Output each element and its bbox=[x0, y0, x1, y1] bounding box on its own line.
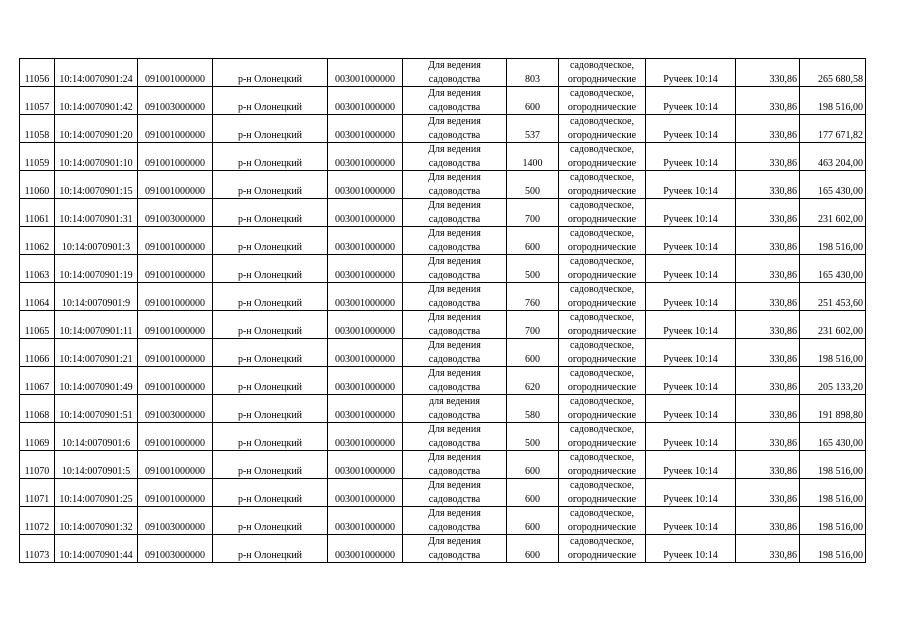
land-purpose-line-2: садоводства bbox=[428, 185, 481, 197]
okato-code-cell: 003001000000 bbox=[328, 143, 403, 171]
specific-value-cell: 330,86 bbox=[736, 283, 800, 311]
district-cell: р-н Олонецкий bbox=[213, 227, 328, 255]
area-cell: 580 bbox=[507, 395, 559, 423]
valuation-zone-cell: Ручеек 10:14 bbox=[646, 171, 736, 199]
land-use-cell bbox=[559, 395, 646, 423]
land-purpose-line-1: Для ведения bbox=[428, 200, 481, 211]
oktmo-code-cell: 091003000000 bbox=[138, 535, 213, 563]
okato-code-cell: 003001000000 bbox=[328, 479, 403, 507]
row-number-cell: 11063 bbox=[20, 255, 55, 283]
land-purpose-line-1: Для ведения bbox=[428, 312, 481, 323]
land-purpose-line-2: садоводства bbox=[428, 521, 481, 533]
district-cell: р-н Олонецкий bbox=[213, 339, 328, 367]
land-use-cell bbox=[559, 87, 646, 115]
land-purpose-line-1: для ведения bbox=[429, 396, 480, 407]
row-number-cell: 11069 bbox=[20, 423, 55, 451]
specific-value-cell: 330,86 bbox=[736, 479, 800, 507]
oktmo-code-cell: 091001000000 bbox=[138, 283, 213, 311]
okato-code-cell: 003001000000 bbox=[328, 451, 403, 479]
valuation-zone-cell: Ручеек 10:14 bbox=[646, 367, 736, 395]
land-use-cell bbox=[559, 199, 646, 227]
table-row bbox=[20, 451, 866, 479]
land-use-line-2: огороднические bbox=[567, 381, 637, 393]
land-purpose-cell bbox=[403, 255, 507, 283]
district-cell: р-н Олонецкий bbox=[213, 311, 328, 339]
specific-value-cell: 330,86 bbox=[736, 87, 800, 115]
area-cell: 1400 bbox=[507, 143, 559, 171]
district-cell: р-н Олонецкий bbox=[213, 451, 328, 479]
cadastral-value-cell: 198 516,00 bbox=[800, 227, 866, 255]
land-purpose-line-1: Для ведения bbox=[428, 256, 481, 267]
cadastral-value-cell: 191 898,80 bbox=[800, 395, 866, 423]
row-number-cell: 11058 bbox=[20, 115, 55, 143]
land-purpose-line-2: садоводства bbox=[428, 381, 481, 393]
land-purpose-line-1: Для ведения bbox=[428, 536, 481, 547]
table-row bbox=[20, 87, 866, 115]
cadastral-number-cell: 10:14:0070901:3 bbox=[55, 227, 138, 255]
land-use-line-1: садоводческое, bbox=[569, 340, 635, 351]
okato-code-cell: 003001000000 bbox=[328, 367, 403, 395]
specific-value-cell: 330,86 bbox=[736, 367, 800, 395]
area-cell: 700 bbox=[507, 199, 559, 227]
land-use-line-1: садоводческое, bbox=[569, 228, 635, 239]
oktmo-code-cell: 091003000000 bbox=[138, 507, 213, 535]
area-cell: 600 bbox=[507, 339, 559, 367]
area-cell: 500 bbox=[507, 423, 559, 451]
valuation-zone-cell: Ручеек 10:14 bbox=[646, 59, 736, 87]
row-number-cell: 11067 bbox=[20, 367, 55, 395]
land-purpose-line-1: Для ведения bbox=[428, 340, 481, 351]
land-purpose-line-2: садоводства bbox=[428, 129, 481, 141]
district-cell: р-н Олонецкий bbox=[213, 479, 328, 507]
cadastral-value-cell: 165 430,00 bbox=[800, 255, 866, 283]
cadastral-number-cell: 10:14:0070901:5 bbox=[55, 451, 138, 479]
oktmo-code-cell: 091001000000 bbox=[138, 171, 213, 199]
row-number-cell: 11057 bbox=[20, 87, 55, 115]
cadastral-number-cell: 10:14:0070901:11 bbox=[55, 311, 138, 339]
cadastral-number-cell: 10:14:0070901:44 bbox=[55, 535, 138, 563]
land-use-line-1: садоводческое, bbox=[569, 452, 635, 463]
valuation-zone-cell: Ручеек 10:14 bbox=[646, 255, 736, 283]
land-purpose-cell bbox=[403, 227, 507, 255]
land-purpose-cell bbox=[403, 507, 507, 535]
area-cell: 600 bbox=[507, 227, 559, 255]
land-use-line-1: садоводческое, bbox=[569, 172, 635, 183]
land-purpose-line-2: садоводства bbox=[428, 549, 481, 561]
land-use-line-1: садоводческое, bbox=[569, 88, 635, 99]
row-number-cell: 11070 bbox=[20, 451, 55, 479]
land-purpose-cell bbox=[403, 535, 507, 563]
area-cell: 803 bbox=[507, 59, 559, 87]
valuation-zone-cell: Ручеек 10:14 bbox=[646, 451, 736, 479]
land-use-line-1: садоводческое, bbox=[569, 508, 635, 519]
land-use-cell bbox=[559, 59, 646, 87]
land-use-line-1: садоводческое, bbox=[569, 536, 635, 547]
valuation-zone-cell: Ручеек 10:14 bbox=[646, 395, 736, 423]
table-row bbox=[20, 255, 866, 283]
okato-code-cell: 003001000000 bbox=[328, 339, 403, 367]
land-purpose-cell bbox=[403, 87, 507, 115]
cadastral-number-cell: 10:14:0070901:20 bbox=[55, 115, 138, 143]
okato-code-cell: 003001000000 bbox=[328, 227, 403, 255]
land-use-line-2: огороднические bbox=[567, 213, 637, 225]
oktmo-code-cell: 091001000000 bbox=[138, 115, 213, 143]
land-use-line-2: огороднические bbox=[567, 73, 637, 85]
district-cell: р-н Олонецкий bbox=[213, 199, 328, 227]
cadastral-value-cell: 198 516,00 bbox=[800, 87, 866, 115]
oktmo-code-cell: 091001000000 bbox=[138, 479, 213, 507]
land-use-cell bbox=[559, 283, 646, 311]
cadastral-number-cell: 10:14:0070901:21 bbox=[55, 339, 138, 367]
valuation-zone-cell: Ручеек 10:14 bbox=[646, 143, 736, 171]
land-use-line-2: огороднические bbox=[567, 101, 637, 113]
row-number-cell: 11060 bbox=[20, 171, 55, 199]
area-cell: 600 bbox=[507, 479, 559, 507]
specific-value-cell: 330,86 bbox=[736, 115, 800, 143]
land-use-line-1: садоводческое, bbox=[569, 312, 635, 323]
land-use-line-2: огороднические bbox=[567, 493, 637, 505]
area-cell: 620 bbox=[507, 367, 559, 395]
district-cell: р-н Олонецкий bbox=[213, 283, 328, 311]
cadastral-value-cell: 177 671,82 bbox=[800, 115, 866, 143]
land-use-line-2: огороднические bbox=[567, 269, 637, 281]
district-cell: р-н Олонецкий bbox=[213, 59, 328, 87]
area-cell: 500 bbox=[507, 171, 559, 199]
land-use-line-2: огороднические bbox=[567, 325, 637, 337]
specific-value-cell: 330,86 bbox=[736, 255, 800, 283]
district-cell: р-н Олонецкий bbox=[213, 507, 328, 535]
table-row bbox=[20, 423, 866, 451]
land-use-cell bbox=[559, 339, 646, 367]
table-row bbox=[20, 339, 866, 367]
district-cell: р-н Олонецкий bbox=[213, 115, 328, 143]
table-row bbox=[20, 395, 866, 423]
land-use-line-1: садоводческое, bbox=[569, 256, 635, 267]
valuation-zone-cell: Ручеек 10:14 bbox=[646, 507, 736, 535]
oktmo-code-cell: 091001000000 bbox=[138, 255, 213, 283]
land-purpose-line-1: Для ведения bbox=[428, 424, 481, 435]
district-cell: р-н Олонецкий bbox=[213, 87, 328, 115]
land-purpose-cell bbox=[403, 115, 507, 143]
specific-value-cell: 330,86 bbox=[736, 423, 800, 451]
land-purpose-line-1: Для ведения bbox=[428, 116, 481, 127]
specific-value-cell: 330,86 bbox=[736, 395, 800, 423]
land-use-cell bbox=[559, 115, 646, 143]
okato-code-cell: 003001000000 bbox=[328, 87, 403, 115]
land-purpose-line-1: Для ведения bbox=[428, 228, 481, 239]
table-row bbox=[20, 479, 866, 507]
okato-code-cell: 003001000000 bbox=[328, 507, 403, 535]
table-body bbox=[20, 59, 866, 563]
land-purpose-cell bbox=[403, 143, 507, 171]
area-cell: 600 bbox=[507, 451, 559, 479]
table-row bbox=[20, 199, 866, 227]
land-purpose-line-2: садоводства bbox=[428, 241, 481, 253]
land-use-cell bbox=[559, 367, 646, 395]
land-use-cell bbox=[559, 451, 646, 479]
oktmo-code-cell: 091001000000 bbox=[138, 367, 213, 395]
land-purpose-line-2: садоводства bbox=[428, 465, 481, 477]
cadastral-number-cell: 10:14:0070901:19 bbox=[55, 255, 138, 283]
land-purpose-line-2: садоводства bbox=[428, 73, 481, 85]
land-use-line-1: садоводческое, bbox=[569, 396, 635, 407]
table-row bbox=[20, 535, 866, 563]
land-use-cell bbox=[559, 535, 646, 563]
land-use-cell bbox=[559, 143, 646, 171]
district-cell: р-н Олонецкий bbox=[213, 395, 328, 423]
specific-value-cell: 330,86 bbox=[736, 171, 800, 199]
cadastral-number-cell: 10:14:0070901:49 bbox=[55, 367, 138, 395]
cadastral-value-cell: 231 602,00 bbox=[800, 311, 866, 339]
oktmo-code-cell: 091001000000 bbox=[138, 227, 213, 255]
land-use-line-1: садоводческое, bbox=[569, 116, 635, 127]
valuation-zone-cell: Ручеек 10:14 bbox=[646, 423, 736, 451]
cadastral-value-cell: 205 133,20 bbox=[800, 367, 866, 395]
cadastral-number-cell: 10:14:0070901:6 bbox=[55, 423, 138, 451]
specific-value-cell: 330,86 bbox=[736, 339, 800, 367]
land-use-cell bbox=[559, 171, 646, 199]
area-cell: 600 bbox=[507, 87, 559, 115]
okato-code-cell: 003001000000 bbox=[328, 199, 403, 227]
cadastral-number-cell: 10:14:0070901:32 bbox=[55, 507, 138, 535]
specific-value-cell: 330,86 bbox=[736, 143, 800, 171]
table-row bbox=[20, 283, 866, 311]
land-use-line-2: огороднические bbox=[567, 437, 637, 449]
oktmo-code-cell: 091001000000 bbox=[138, 451, 213, 479]
valuation-zone-cell: Ручеек 10:14 bbox=[646, 311, 736, 339]
okato-code-cell: 003001000000 bbox=[328, 255, 403, 283]
row-number-cell: 11061 bbox=[20, 199, 55, 227]
land-use-line-2: огороднические bbox=[567, 129, 637, 141]
land-use-line-2: огороднические bbox=[567, 185, 637, 197]
valuation-zone-cell: Ручеек 10:14 bbox=[646, 115, 736, 143]
district-cell: р-н Олонецкий bbox=[213, 255, 328, 283]
land-purpose-line-2: садоводства bbox=[428, 101, 481, 113]
land-purpose-line-2: садоводства bbox=[428, 353, 481, 365]
table-row bbox=[20, 143, 866, 171]
row-number-cell: 11073 bbox=[20, 535, 55, 563]
land-use-cell bbox=[559, 423, 646, 451]
district-cell: р-н Олонецкий bbox=[213, 171, 328, 199]
cadastral-number-cell: 10:14:0070901:15 bbox=[55, 171, 138, 199]
land-purpose-line-1: Для ведения bbox=[428, 284, 481, 295]
oktmo-code-cell: 091001000000 bbox=[138, 143, 213, 171]
land-purpose-cell bbox=[403, 171, 507, 199]
oktmo-code-cell: 091001000000 bbox=[138, 339, 213, 367]
land-purpose-cell bbox=[403, 59, 507, 87]
land-purpose-cell bbox=[403, 479, 507, 507]
area-cell: 600 bbox=[507, 535, 559, 563]
land-purpose-cell bbox=[403, 199, 507, 227]
okato-code-cell: 003001000000 bbox=[328, 535, 403, 563]
land-purpose-line-2: садоводства bbox=[428, 493, 481, 505]
table-row bbox=[20, 227, 866, 255]
land-use-cell bbox=[559, 479, 646, 507]
district-cell: р-н Олонецкий bbox=[213, 423, 328, 451]
area-cell: 600 bbox=[507, 507, 559, 535]
land-purpose-line-1: Для ведения bbox=[428, 144, 481, 155]
land-purpose-line-2: садоводства bbox=[428, 157, 481, 169]
okato-code-cell: 003001000000 bbox=[328, 311, 403, 339]
table-row bbox=[20, 59, 866, 87]
area-cell: 537 bbox=[507, 115, 559, 143]
oktmo-code-cell: 091001000000 bbox=[138, 423, 213, 451]
land-purpose-cell bbox=[403, 395, 507, 423]
land-purpose-cell bbox=[403, 451, 507, 479]
district-cell: р-н Олонецкий bbox=[213, 367, 328, 395]
land-purpose-line-2: садоводства bbox=[428, 297, 481, 309]
land-use-line-2: огороднические bbox=[567, 549, 637, 561]
row-number-cell: 11068 bbox=[20, 395, 55, 423]
land-purpose-cell bbox=[403, 339, 507, 367]
row-number-cell: 11065 bbox=[20, 311, 55, 339]
land-use-line-1: садоводческое, bbox=[569, 60, 635, 71]
valuation-zone-cell: Ручеек 10:14 bbox=[646, 227, 736, 255]
valuation-zone-cell: Ручеек 10:14 bbox=[646, 283, 736, 311]
land-use-line-2: огороднические bbox=[567, 157, 637, 169]
land-use-cell bbox=[559, 507, 646, 535]
oktmo-code-cell: 091003000000 bbox=[138, 395, 213, 423]
cadastral-value-cell: 463 204,00 bbox=[800, 143, 866, 171]
table-row bbox=[20, 367, 866, 395]
table-row bbox=[20, 311, 866, 339]
district-cell: р-н Олонецкий bbox=[213, 535, 328, 563]
cadastral-number-cell: 10:14:0070901:31 bbox=[55, 199, 138, 227]
land-purpose-line-1: Для ведения bbox=[428, 88, 481, 99]
row-number-cell: 11072 bbox=[20, 507, 55, 535]
row-number-cell: 11066 bbox=[20, 339, 55, 367]
land-purpose-cell bbox=[403, 311, 507, 339]
land-use-line-1: садоводческое, bbox=[569, 480, 635, 491]
oktmo-code-cell: 091001000000 bbox=[138, 59, 213, 87]
land-purpose-line-2: садоводства bbox=[428, 213, 481, 225]
specific-value-cell: 330,86 bbox=[736, 507, 800, 535]
valuation-zone-cell: Ручеек 10:14 bbox=[646, 535, 736, 563]
table-row bbox=[20, 507, 866, 535]
area-cell: 760 bbox=[507, 283, 559, 311]
valuation-zone-cell: Ручеек 10:14 bbox=[646, 87, 736, 115]
land-purpose-line-1: Для ведения bbox=[428, 368, 481, 379]
okato-code-cell: 003001000000 bbox=[328, 423, 403, 451]
cadastral-value-cell: 198 516,00 bbox=[800, 451, 866, 479]
specific-value-cell: 330,86 bbox=[736, 227, 800, 255]
land-purpose-line-1: Для ведения bbox=[428, 60, 481, 71]
oktmo-code-cell: 091003000000 bbox=[138, 87, 213, 115]
cadastral-value-cell: 165 430,00 bbox=[800, 171, 866, 199]
land-use-line-1: садоводческое, bbox=[569, 144, 635, 155]
okato-code-cell: 003001000000 bbox=[328, 283, 403, 311]
cadastral-number-cell: 10:14:0070901:9 bbox=[55, 283, 138, 311]
cadastral-value-cell: 231 602,00 bbox=[800, 199, 866, 227]
cadastral-value-cell: 198 516,00 bbox=[800, 507, 866, 535]
land-purpose-line-2: садоводства bbox=[428, 409, 481, 421]
okato-code-cell: 003001000000 bbox=[328, 171, 403, 199]
land-use-cell bbox=[559, 255, 646, 283]
cadastral-value-cell: 251 453,60 bbox=[800, 283, 866, 311]
cadastral-value-cell: 198 516,00 bbox=[800, 535, 866, 563]
land-use-line-2: огороднические bbox=[567, 297, 637, 309]
cadastral-value-cell: 198 516,00 bbox=[800, 479, 866, 507]
valuation-zone-cell: Ручеек 10:14 bbox=[646, 199, 736, 227]
land-purpose-line-2: садоводства bbox=[428, 325, 481, 337]
row-number-cell: 11064 bbox=[20, 283, 55, 311]
cadastral-number-cell: 10:14:0070901:42 bbox=[55, 87, 138, 115]
okato-code-cell: 003001000000 bbox=[328, 395, 403, 423]
row-number-cell: 11059 bbox=[20, 143, 55, 171]
land-use-cell bbox=[559, 311, 646, 339]
land-purpose-line-2: садоводства bbox=[428, 437, 481, 449]
row-number-cell: 11062 bbox=[20, 227, 55, 255]
area-cell: 700 bbox=[507, 311, 559, 339]
okato-code-cell: 003001000000 bbox=[328, 115, 403, 143]
land-purpose-cell bbox=[403, 283, 507, 311]
land-purpose-cell bbox=[403, 423, 507, 451]
valuation-zone-cell: Ручеек 10:14 bbox=[646, 479, 736, 507]
oktmo-code-cell: 091001000000 bbox=[138, 311, 213, 339]
land-use-line-2: огороднические bbox=[567, 521, 637, 533]
cadastral-number-cell: 10:14:0070901:51 bbox=[55, 395, 138, 423]
cadastral-number-cell: 10:14:0070901:25 bbox=[55, 479, 138, 507]
land-use-line-2: огороднические bbox=[567, 353, 637, 365]
table-row bbox=[20, 171, 866, 199]
cadastral-value-cell: 165 430,00 bbox=[800, 423, 866, 451]
row-number-cell: 11071 bbox=[20, 479, 55, 507]
specific-value-cell: 330,86 bbox=[736, 199, 800, 227]
land-use-cell bbox=[559, 227, 646, 255]
cadastral-value-cell: 265 680,58 bbox=[800, 59, 866, 87]
oktmo-code-cell: 091003000000 bbox=[138, 199, 213, 227]
area-cell: 500 bbox=[507, 255, 559, 283]
land-use-line-1: садоводческое, bbox=[569, 368, 635, 379]
okato-code-cell: 003001000000 bbox=[328, 59, 403, 87]
cadastral-value-cell: 198 516,00 bbox=[800, 339, 866, 367]
cadastral-number-cell: 10:14:0070901:24 bbox=[55, 59, 138, 87]
land-purpose-cell bbox=[403, 367, 507, 395]
land-use-line-2: огороднические bbox=[567, 465, 637, 477]
land-purpose-line-2: садоводства bbox=[428, 269, 481, 281]
land-purpose-line-1: Для ведения bbox=[428, 452, 481, 463]
land-use-line-1: садоводческое, bbox=[569, 284, 635, 295]
specific-value-cell: 330,86 bbox=[736, 311, 800, 339]
land-purpose-line-1: Для ведения bbox=[428, 508, 481, 519]
specific-value-cell: 330,86 bbox=[736, 535, 800, 563]
district-cell: р-н Олонецкий bbox=[213, 143, 328, 171]
specific-value-cell: 330,86 bbox=[736, 59, 800, 87]
land-use-line-2: огороднические bbox=[567, 409, 637, 421]
specific-value-cell: 330,86 bbox=[736, 451, 800, 479]
land-purpose-line-1: Для ведения bbox=[428, 480, 481, 491]
land-use-line-2: огороднические bbox=[567, 241, 637, 253]
land-use-line-1: садоводческое, bbox=[569, 424, 635, 435]
table-row bbox=[20, 115, 866, 143]
land-use-line-1: садоводческое, bbox=[569, 200, 635, 211]
land-registry-table bbox=[19, 58, 866, 563]
row-number-cell: 11056 bbox=[20, 59, 55, 87]
land-purpose-line-1: Для ведения bbox=[428, 172, 481, 183]
valuation-zone-cell: Ручеек 10:14 bbox=[646, 339, 736, 367]
cadastral-number-cell: 10:14:0070901:10 bbox=[55, 143, 138, 171]
